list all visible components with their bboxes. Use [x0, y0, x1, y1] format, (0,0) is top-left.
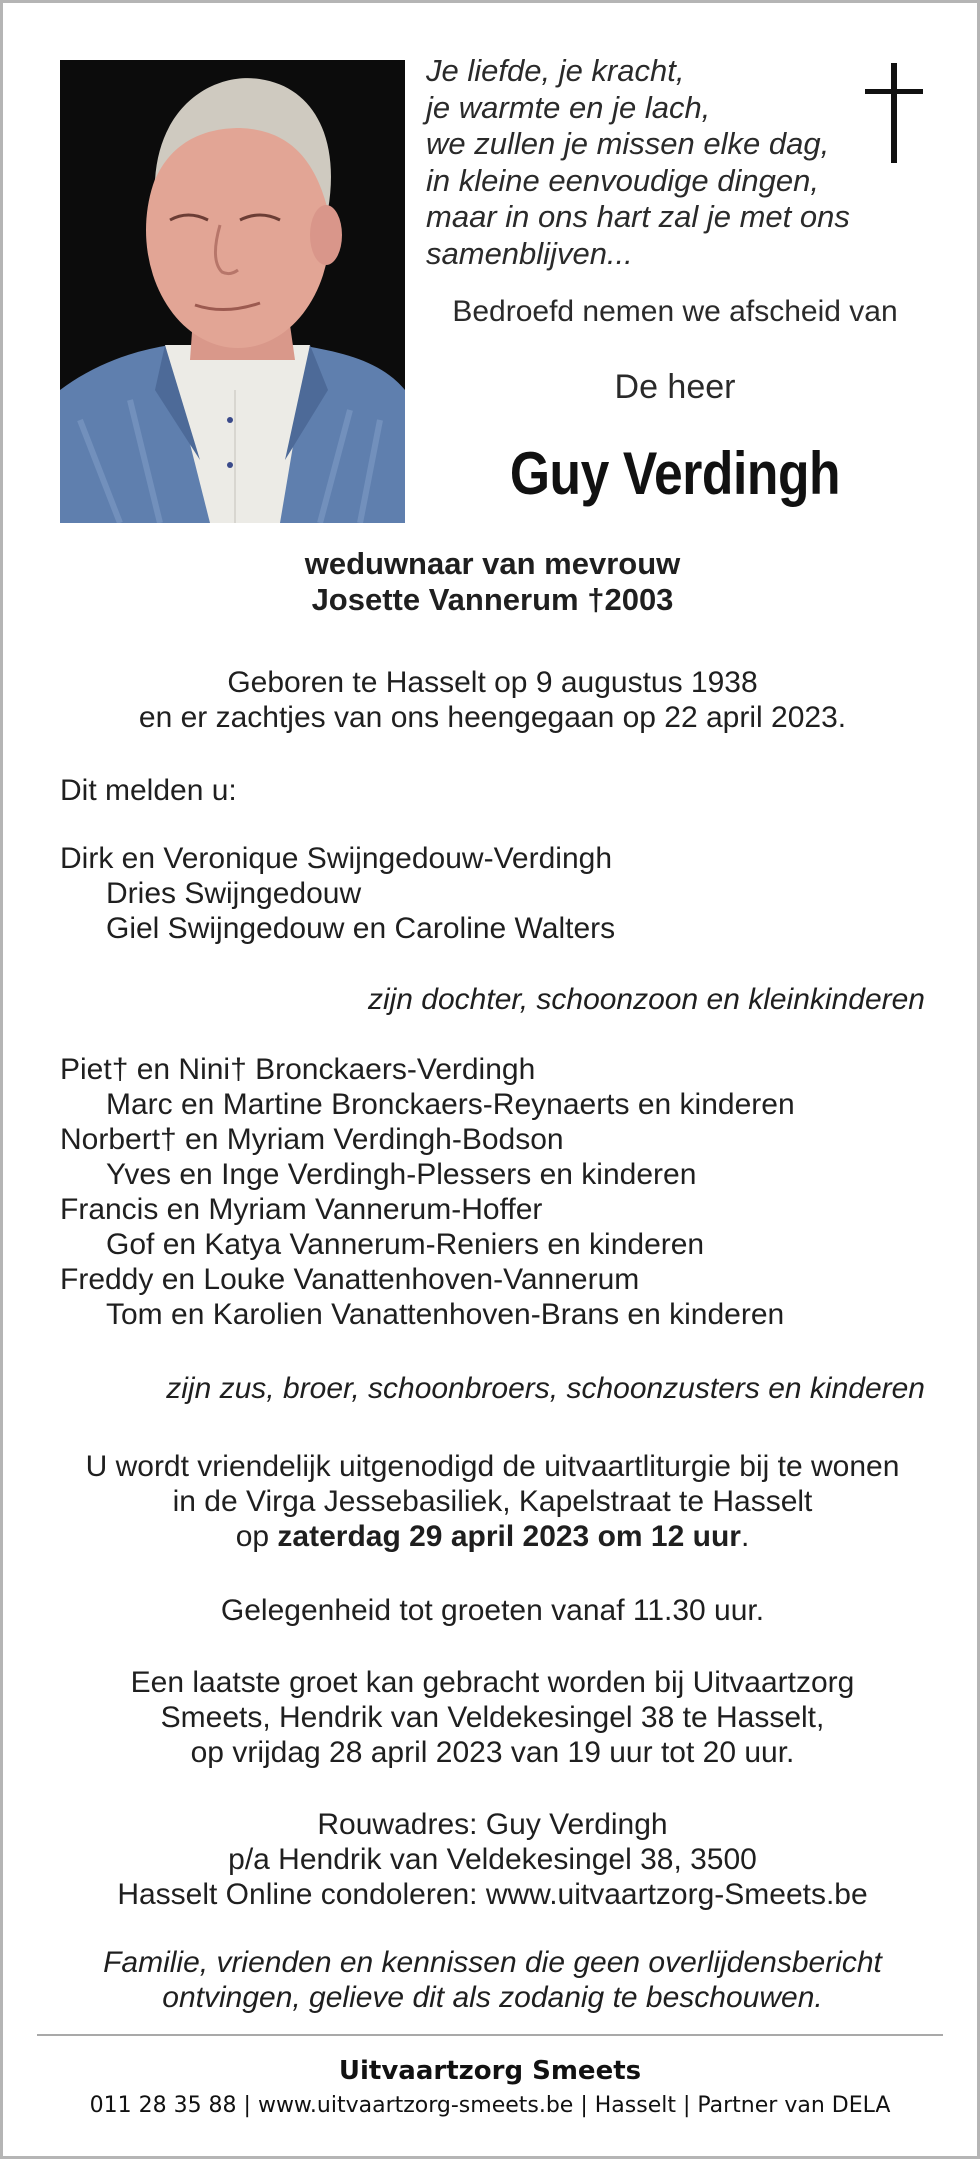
- poem-line: in kleine eenvoudige dingen,: [426, 162, 819, 198]
- poem-line: Je liefde, je kracht,: [426, 53, 685, 88]
- family-member: Dirk en Veronique Swijngedouw-Verdingh: [60, 842, 613, 875]
- address-line: p/a Hendrik van Veldekesingel 38, 3500: [228, 1843, 757, 1876]
- address-line: Rouwadres: Guy Verdingh: [317, 1808, 668, 1841]
- family-list-1: [60, 841, 925, 946]
- intro-text: Bedroefd nemen we afscheid van: [452, 295, 898, 328]
- invitation-suffix: .: [740, 1520, 750, 1553]
- invitation-date-line: [60, 1519, 925, 1554]
- family-list-2: [60, 1052, 925, 1332]
- last-greeting-section: [60, 1665, 925, 1770]
- closing-note: [60, 1945, 925, 2015]
- family-member: Dries Swijngedouw: [106, 877, 362, 910]
- family-member: Tom en Karolien Vanattenhoven-Brans en kinderen: [106, 1298, 785, 1331]
- family-member: Norbert† en Myriam Verdingh-Bodson: [60, 1123, 564, 1156]
- mourning-address: [60, 1807, 925, 1912]
- poem-line: je warmte en je lach,: [426, 89, 711, 125]
- widower-spouse: Josette Vannerum †2003: [311, 582, 674, 617]
- greeting-text: Gelegenheid tot groeten vanaf 11.30 uur.: [220, 1594, 765, 1627]
- announce-text: Dit melden u:: [60, 774, 237, 807]
- family-member: Giel Swijngedouw en Caroline Walters: [106, 912, 616, 945]
- poem: [426, 53, 850, 272]
- family-member: Marc en Martine Bronckaers-Reynaerts en kinderen: [106, 1088, 795, 1121]
- invitation-line: U wordt vriendelijk uitgenodigd de uitvaartliturgie bij te wonen: [85, 1450, 900, 1483]
- poem-line: we zullen je missen elke dag,: [426, 126, 830, 161]
- funeral-date: zaterdag 29 april 2023 om 12 uur: [277, 1520, 741, 1553]
- family-relation-1: zijn dochter, schoonzoon en kleinkinderen: [367, 983, 925, 1016]
- family-member: Francis en Myriam Vannerum-Hoffer: [60, 1193, 543, 1226]
- deceased-name: Guy Verdingh: [509, 440, 841, 507]
- funeral-invitation: [60, 1449, 925, 1554]
- honorific: De heer: [614, 368, 736, 406]
- funeral-home-contact: 011 28 35 88 | www.uitvaartzorg-smeets.be | Hasselt | Partner van DELA: [89, 2093, 891, 2118]
- cross-icon: [865, 63, 923, 163]
- family-relation-2: zijn zus, broer, schoonbroers, schoonzusters en kinderen: [166, 1372, 925, 1405]
- address-line: Hasselt Online condoleren: www.uitvaartzorg-Smeets.be: [117, 1878, 868, 1911]
- poem-line: maar in ons hart zal je met ons: [426, 199, 850, 234]
- portrait-illustration: [60, 60, 405, 523]
- last-greeting-line: op vrijdag 28 april 2023 van 19 uur tot 20 uur.: [190, 1736, 795, 1769]
- death-line: en er zachtjes van ons heengegaan op 22 april 2023.: [138, 701, 847, 734]
- last-greeting-line: Smeets, Hendrik van Veldekesingel 38 te Hasselt,: [160, 1701, 825, 1734]
- widower-line: weduwnaar van mevrouw: [304, 546, 681, 581]
- last-greeting-line: Een laatste groet kan gebracht worden bij Uitvaartzorg: [130, 1666, 855, 1699]
- closing-line: ontvingen, gelieve dit als zodanig te beschouwen.: [162, 1981, 823, 2014]
- family-member: Gof en Katya Vannerum-Reniers en kinderen: [106, 1228, 705, 1261]
- widower-section: [60, 546, 925, 618]
- funeral-home-name: Uitvaartzorg Smeets: [338, 2056, 642, 2086]
- family-member: Freddy en Louke Vanattenhoven-Vannerum: [60, 1263, 640, 1296]
- family-member: Piet† en Nini† Bronckaers-Verdingh: [60, 1053, 536, 1086]
- birth-death-section: [60, 665, 925, 735]
- portrait-photo: [60, 60, 405, 523]
- invitation-line: in de Virga Jessebasiliek, Kapelstraat te Hasselt: [172, 1485, 813, 1518]
- closing-line: Familie, vrienden en kennissen die geen overlijdensbericht: [103, 1946, 882, 1979]
- invitation-prefix: op: [235, 1520, 278, 1553]
- footer-divider: [37, 2034, 943, 2036]
- family-member: Yves en Inge Verdingh-Plessers en kinderen: [106, 1158, 697, 1191]
- poem-line: samenblijven...: [426, 235, 633, 271]
- birth-line: Geboren te Hasselt op 9 augustus 1938: [227, 666, 758, 699]
